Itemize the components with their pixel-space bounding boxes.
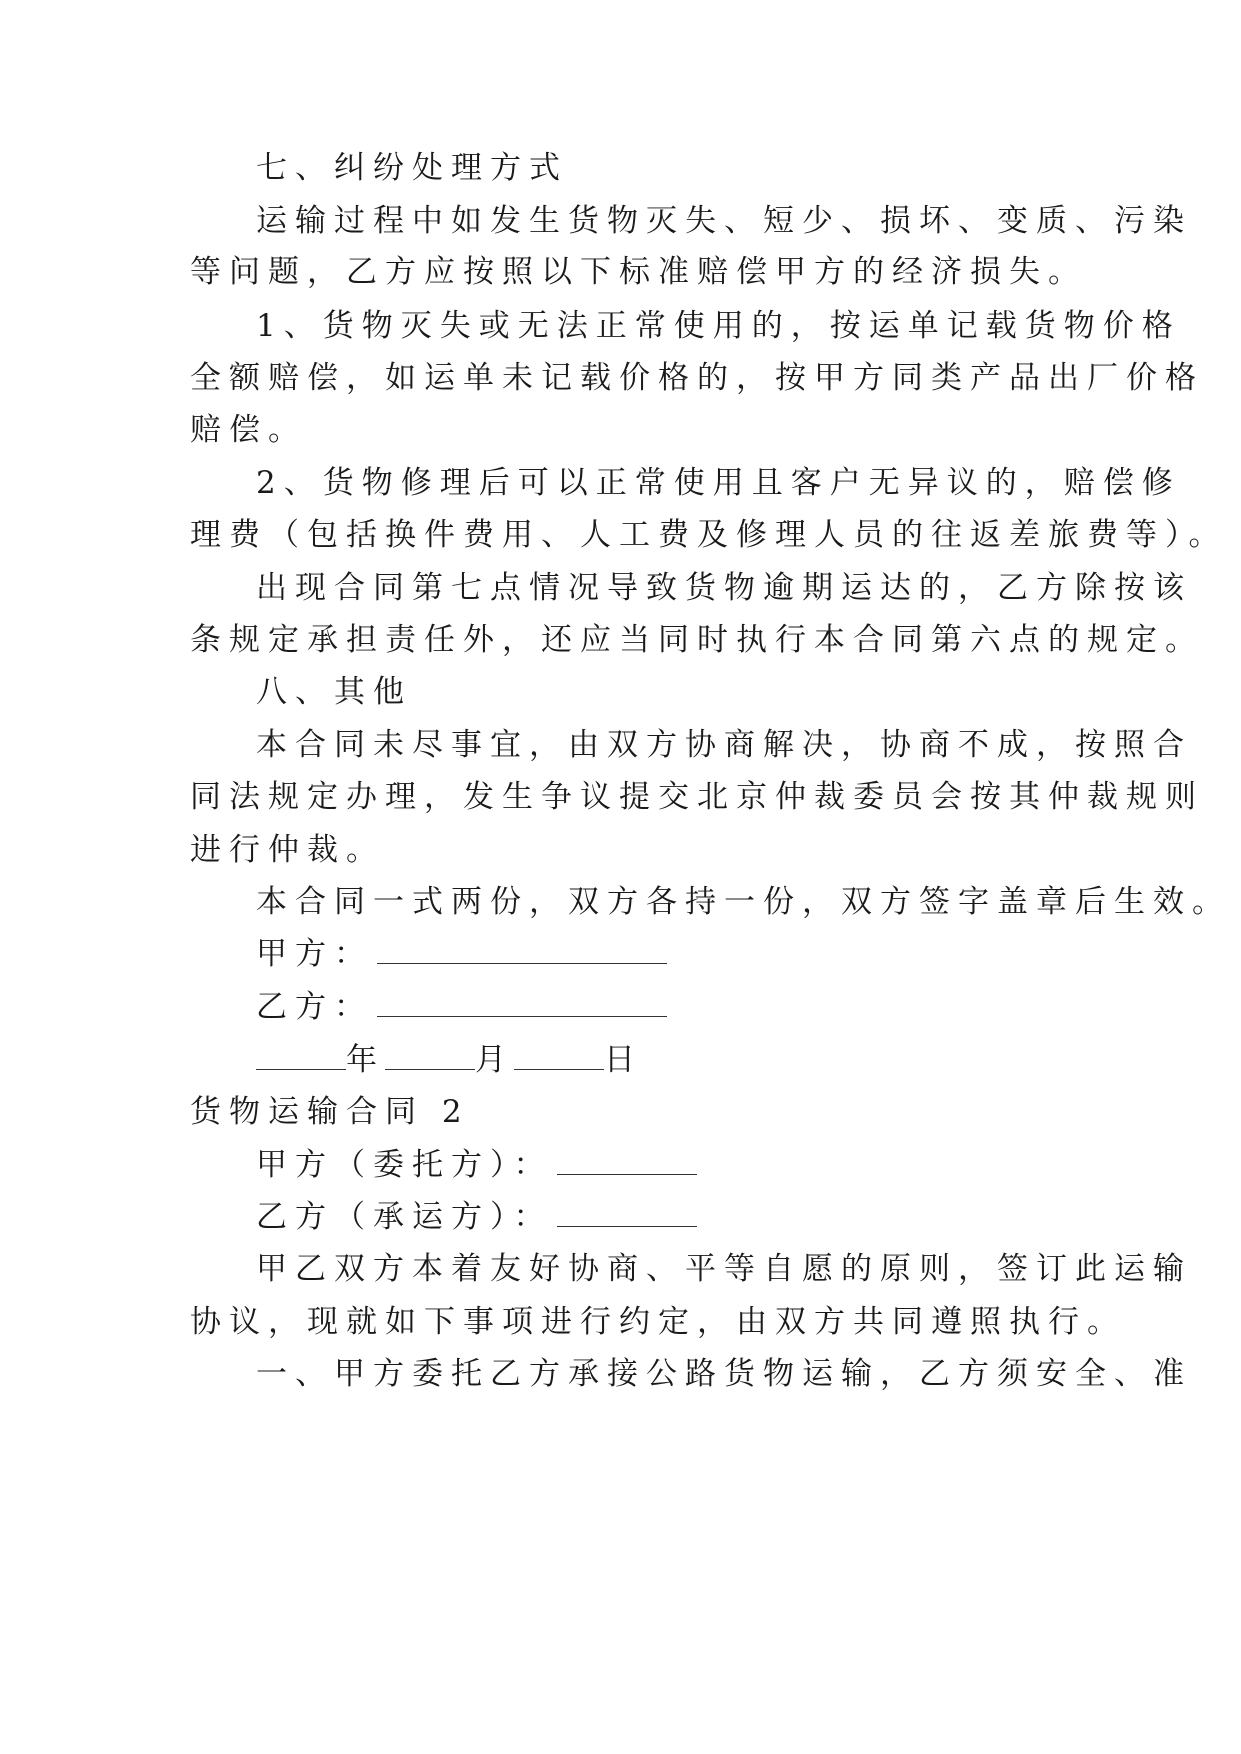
paragraph-line: 本合同一式两份，双方各持一份，双方签字盖章后生效。: [256, 884, 1231, 920]
party-b-signature-field: [377, 990, 667, 1017]
month-label: 月: [475, 1042, 514, 1078]
paragraph-line: 进行仲裁。: [190, 832, 385, 868]
paragraph-line: 出现合同第七点情况导致货物逾期运达的，乙方除按该: [256, 570, 1192, 606]
c2-party-a-row: [256, 1145, 697, 1185]
month-blank: [385, 1043, 475, 1070]
contract-2-title: 货物运输合同 2: [190, 1094, 470, 1130]
c2-party-b-row: [256, 1197, 697, 1237]
paragraph-line: 一、甲方委托乙方承接公路货物运输，乙方须安全、准: [256, 1356, 1192, 1392]
date-row: [256, 1040, 643, 1080]
day-label: 日: [604, 1042, 643, 1078]
paragraph-line: 甲乙双方本着友好协商、平等自愿的原则，签订此运输: [256, 1251, 1192, 1287]
party-b-label: 乙方：: [256, 989, 373, 1025]
c2-party-b-field: [557, 1200, 697, 1227]
party-b-signature-row: [256, 987, 667, 1027]
party-a-signature-field: [377, 937, 667, 964]
year-label: 年: [346, 1042, 385, 1078]
item-2-line: 2、货物修理后可以正常使用且客户无异议的，赔偿修: [256, 465, 1181, 501]
paragraph-line: 本合同未尽事宜，由双方协商解决，协商不成，按照合: [256, 727, 1192, 763]
paragraph-line: 同法规定办理，发生争议提交北京仲裁委员会按其仲裁规则: [190, 779, 1204, 815]
item-1-line: 赔偿。: [190, 412, 307, 448]
section-8-heading: 八、其他: [256, 674, 412, 710]
party-a-label: 甲方：: [256, 936, 373, 972]
paragraph-line: 条规定承担责任外，还应当同时执行本合同第六点的规定。: [190, 622, 1204, 658]
item-1-line: 1、货物灭失或无法正常使用的，按运单记载货物价格: [256, 308, 1181, 344]
year-blank: [256, 1043, 346, 1070]
c2-party-b-label: 乙方（承运方）：: [256, 1199, 553, 1235]
party-a-signature-row: [256, 934, 667, 974]
section-7-heading: 七、纠纷处理方式: [256, 150, 568, 186]
item-1-line: 全额赔偿，如运单未记载价格的，按甲方同类产品出厂价格: [190, 360, 1204, 396]
paragraph-line: 运输过程中如发生货物灭失、短少、损坏、变质、污染: [256, 203, 1192, 239]
paragraph-line: 协议，现就如下事项进行约定，由双方共同遵照执行。: [190, 1304, 1126, 1340]
day-blank: [514, 1043, 604, 1070]
item-2-line: 理费（包括换件费用、人工费及修理人员的往返差旅费等）。: [190, 517, 1228, 553]
paragraph-line: 等问题，乙方应按照以下标准赔偿甲方的经济损失。: [190, 254, 1087, 290]
c2-party-a-field: [557, 1148, 697, 1175]
c2-party-a-label: 甲方（委托方）：: [256, 1147, 553, 1183]
